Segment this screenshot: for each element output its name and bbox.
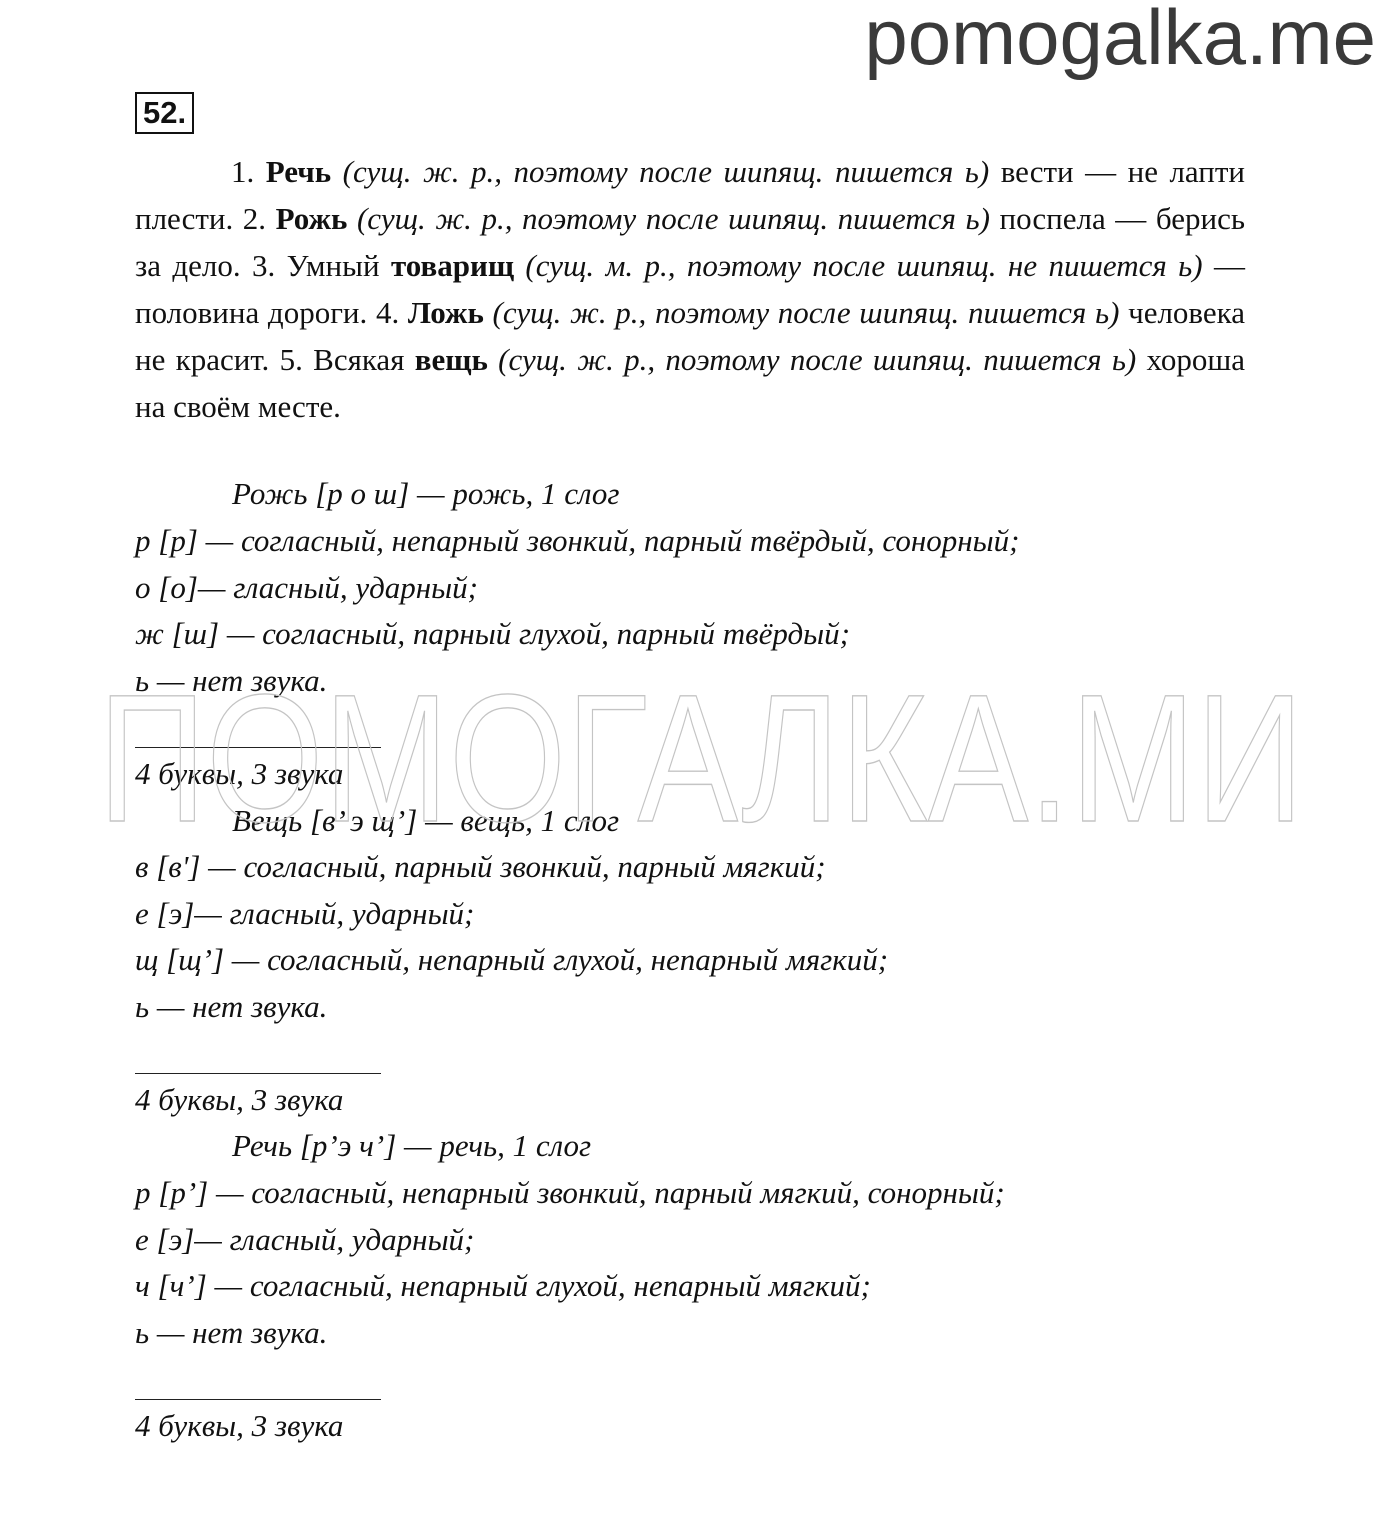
analysis-line: р [р’] — согласный, непарный звонкий, парный мягкий, сонорный; — [135, 1175, 1005, 1210]
analysis-line: е [э]— гласный, ударный; — [135, 896, 475, 931]
analysis-summary: 4 буквы, 3 звука — [135, 1082, 344, 1117]
para-seg: — половина дороги. 4. — [135, 248, 1246, 330]
analysis-line: в [в'] — согласный, парный звонкий, парный мягкий; — [135, 849, 826, 884]
exercise-paragraph — [135, 148, 1245, 430]
analysis-line: ж [ш] — согласный, парный глухой, парный твёрдый; — [135, 616, 850, 651]
para-seg: 1. — [231, 154, 266, 189]
para-seg-italic: (сущ. ж. р., поэтому после шипящ. пишется ь) — [483, 295, 1120, 330]
para-seg-italic: (сущ. ж. р., поэтому после шипящ. пишется ь) — [331, 154, 990, 189]
analysis-summary: 4 буквы, 3 звука — [135, 1408, 344, 1443]
para-seg-italic: (сущ. м. р., поэтому после шипящ. не пишется ь) — [514, 248, 1203, 283]
para-seg-bold: вещь — [414, 342, 488, 377]
analysis-title-veshch: Вещь [в’ э щ’] — вещь, 1 слог — [232, 803, 620, 838]
analysis-line: ч [ч’] — согласный, непарный глухой, непарный мягкий; — [135, 1268, 871, 1303]
para-seg-bold: Рожь — [275, 201, 348, 236]
analysis-line: ь — нет звука. — [135, 989, 328, 1024]
para-seg: поспела — берись за дело. 3. Умный — [135, 201, 1245, 283]
analysis-line: о [о]— гласный, ударный; — [135, 570, 478, 605]
para-seg-bold: Ложь — [407, 295, 484, 330]
site-watermark-url: pomogalka.me — [864, 0, 1376, 81]
analysis-summary: 4 буквы, 3 звука — [135, 756, 344, 791]
para-seg-italic: (сущ. ж. р., поэтому после шипящ. пишется ь) — [347, 201, 990, 236]
analysis-title-rech: Речь [р’э ч’] — речь, 1 слог — [232, 1128, 592, 1163]
summary-rule — [135, 747, 381, 748]
analysis-line: ь — нет звука. — [135, 663, 328, 698]
para-seg: человека не красит. 5. Всякая — [135, 295, 1245, 377]
watermark-text: ПОМОГАЛКА.МИ — [98, 683, 1304, 843]
para-seg: вести — не лапти плести. 2. — [135, 154, 1246, 236]
analysis-line: р [р] — согласный, непарный звонкий, парный твёрдый, сонорный; — [135, 523, 1020, 558]
para-seg-bold: Речь — [265, 154, 332, 189]
para-seg: хороша на своём месте. — [135, 342, 1246, 424]
summary-rule — [135, 1073, 381, 1074]
task-number: 52. — [135, 92, 194, 134]
para-seg-italic: (сущ. ж. р., поэтому после шипящ. пишется ь) — [487, 342, 1137, 377]
analysis-line: е [э]— гласный, ударный; — [135, 1222, 475, 1257]
analysis-title-rozh: Рожь [р о ш] — рожь, 1 слог — [232, 476, 620, 511]
analysis-line: ь — нет звука. — [135, 1315, 328, 1350]
summary-rule — [135, 1399, 381, 1400]
para-seg-bold: товарищ — [390, 248, 514, 283]
analysis-line: щ [щ’] — согласный, непарный глухой, непарный мягкий; — [135, 942, 889, 977]
